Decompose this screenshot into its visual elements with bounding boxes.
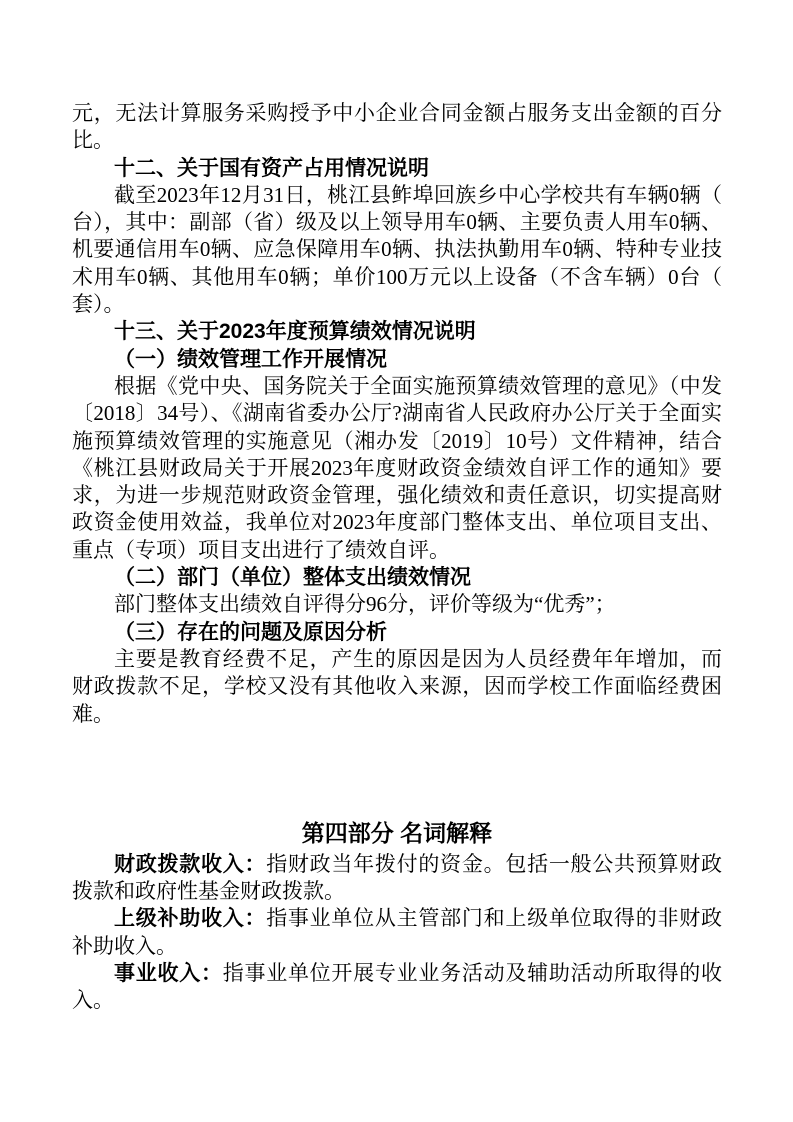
para-section-12-body: 截至2023年12月31日，桃江县鲊埠回族乡中心学校共有车辆0辆（台），其中：副部（省）级及以上领导用车0辆、主要负责人用车0辆、机要通信用车0辆、应急保障用车0辆、执法执勤用车0辆、特种专业技术用车0辆、其他用车0辆；单价100万元以上设备（不含车辆）0台（套）。 xyxy=(72,182,722,317)
para-section-13-sub-2-body: 部门整体支出绩效自评得分96分，评价等级为“优秀”； xyxy=(114,592,616,617)
term-label-superior-subsidy-income: 上级补助收入： xyxy=(114,907,267,931)
term-label-fiscal-appropriation-income: 财政拨款收入： xyxy=(114,852,267,876)
para-section-13-sub-3-body: 主要是教育经费不足，产生的原因是因为人员经费年年增加，而财政拨款不足，学校又没有其他收入来源，因而学校工作面临经费困难。 xyxy=(72,646,722,726)
heading-section-13-sub-3: （三）存在的问题及原因分析 xyxy=(114,620,387,644)
para-section-13-sub-1-body: 根据《党中央、国务院关于全面实施预算绩效管理的意见》（中发〔2018〕34号）、《湖南省委办公厅?湖南省人民政府办公厅关于全面实施预算绩效管理的实施意见（湘办发〔2019〕10号）文件精神，结合《桃江县财政局关于开展2023年度财政资金绩效自评工作的通知》要求，为进一步规范财政资金管理，强化绩效和责任意识，切实提高财政资金使用效益，我单位对2023年度部门整体支出、单位项目支出、重点（专项）项目支出进行了绩效自评。 xyxy=(72,373,722,562)
heading-section-13: 十三、关于2023年度预算绩效情况说明 xyxy=(114,320,476,344)
term-fiscal-appropriation-income xyxy=(72,851,722,906)
term-definition-business-income: 指事业单位开展专业业务活动及辅助活动所取得的收入。 xyxy=(72,961,723,1013)
term-superior-subsidy-income xyxy=(72,905,722,960)
part4-title: 第四部分 名词解释 xyxy=(301,819,493,846)
heading-section-13-sub-2: （二）部门（单位）整体支出绩效情况 xyxy=(114,566,471,590)
term-definition-superior-subsidy-income: 指事业单位从主管部门和上级单位取得的非财政补助收入。 xyxy=(72,906,723,958)
term-business-income xyxy=(72,960,722,1015)
term-definition-fiscal-appropriation-income: 指财政当年拨付的资金。包括一般公共预算财政拨款和政府性基金财政拨款。 xyxy=(72,851,723,904)
heading-section-13-sub-1: （一）绩效管理工作开展情况 xyxy=(114,347,387,371)
para-continuation: 元，无法计算服务采购授予中小企业合同金额占服务支出金额的百分比。 xyxy=(72,101,722,153)
heading-section-12: 十二、关于国有资产占用情况说明 xyxy=(114,156,429,180)
term-label-business-income: 事业收入： xyxy=(114,962,223,986)
